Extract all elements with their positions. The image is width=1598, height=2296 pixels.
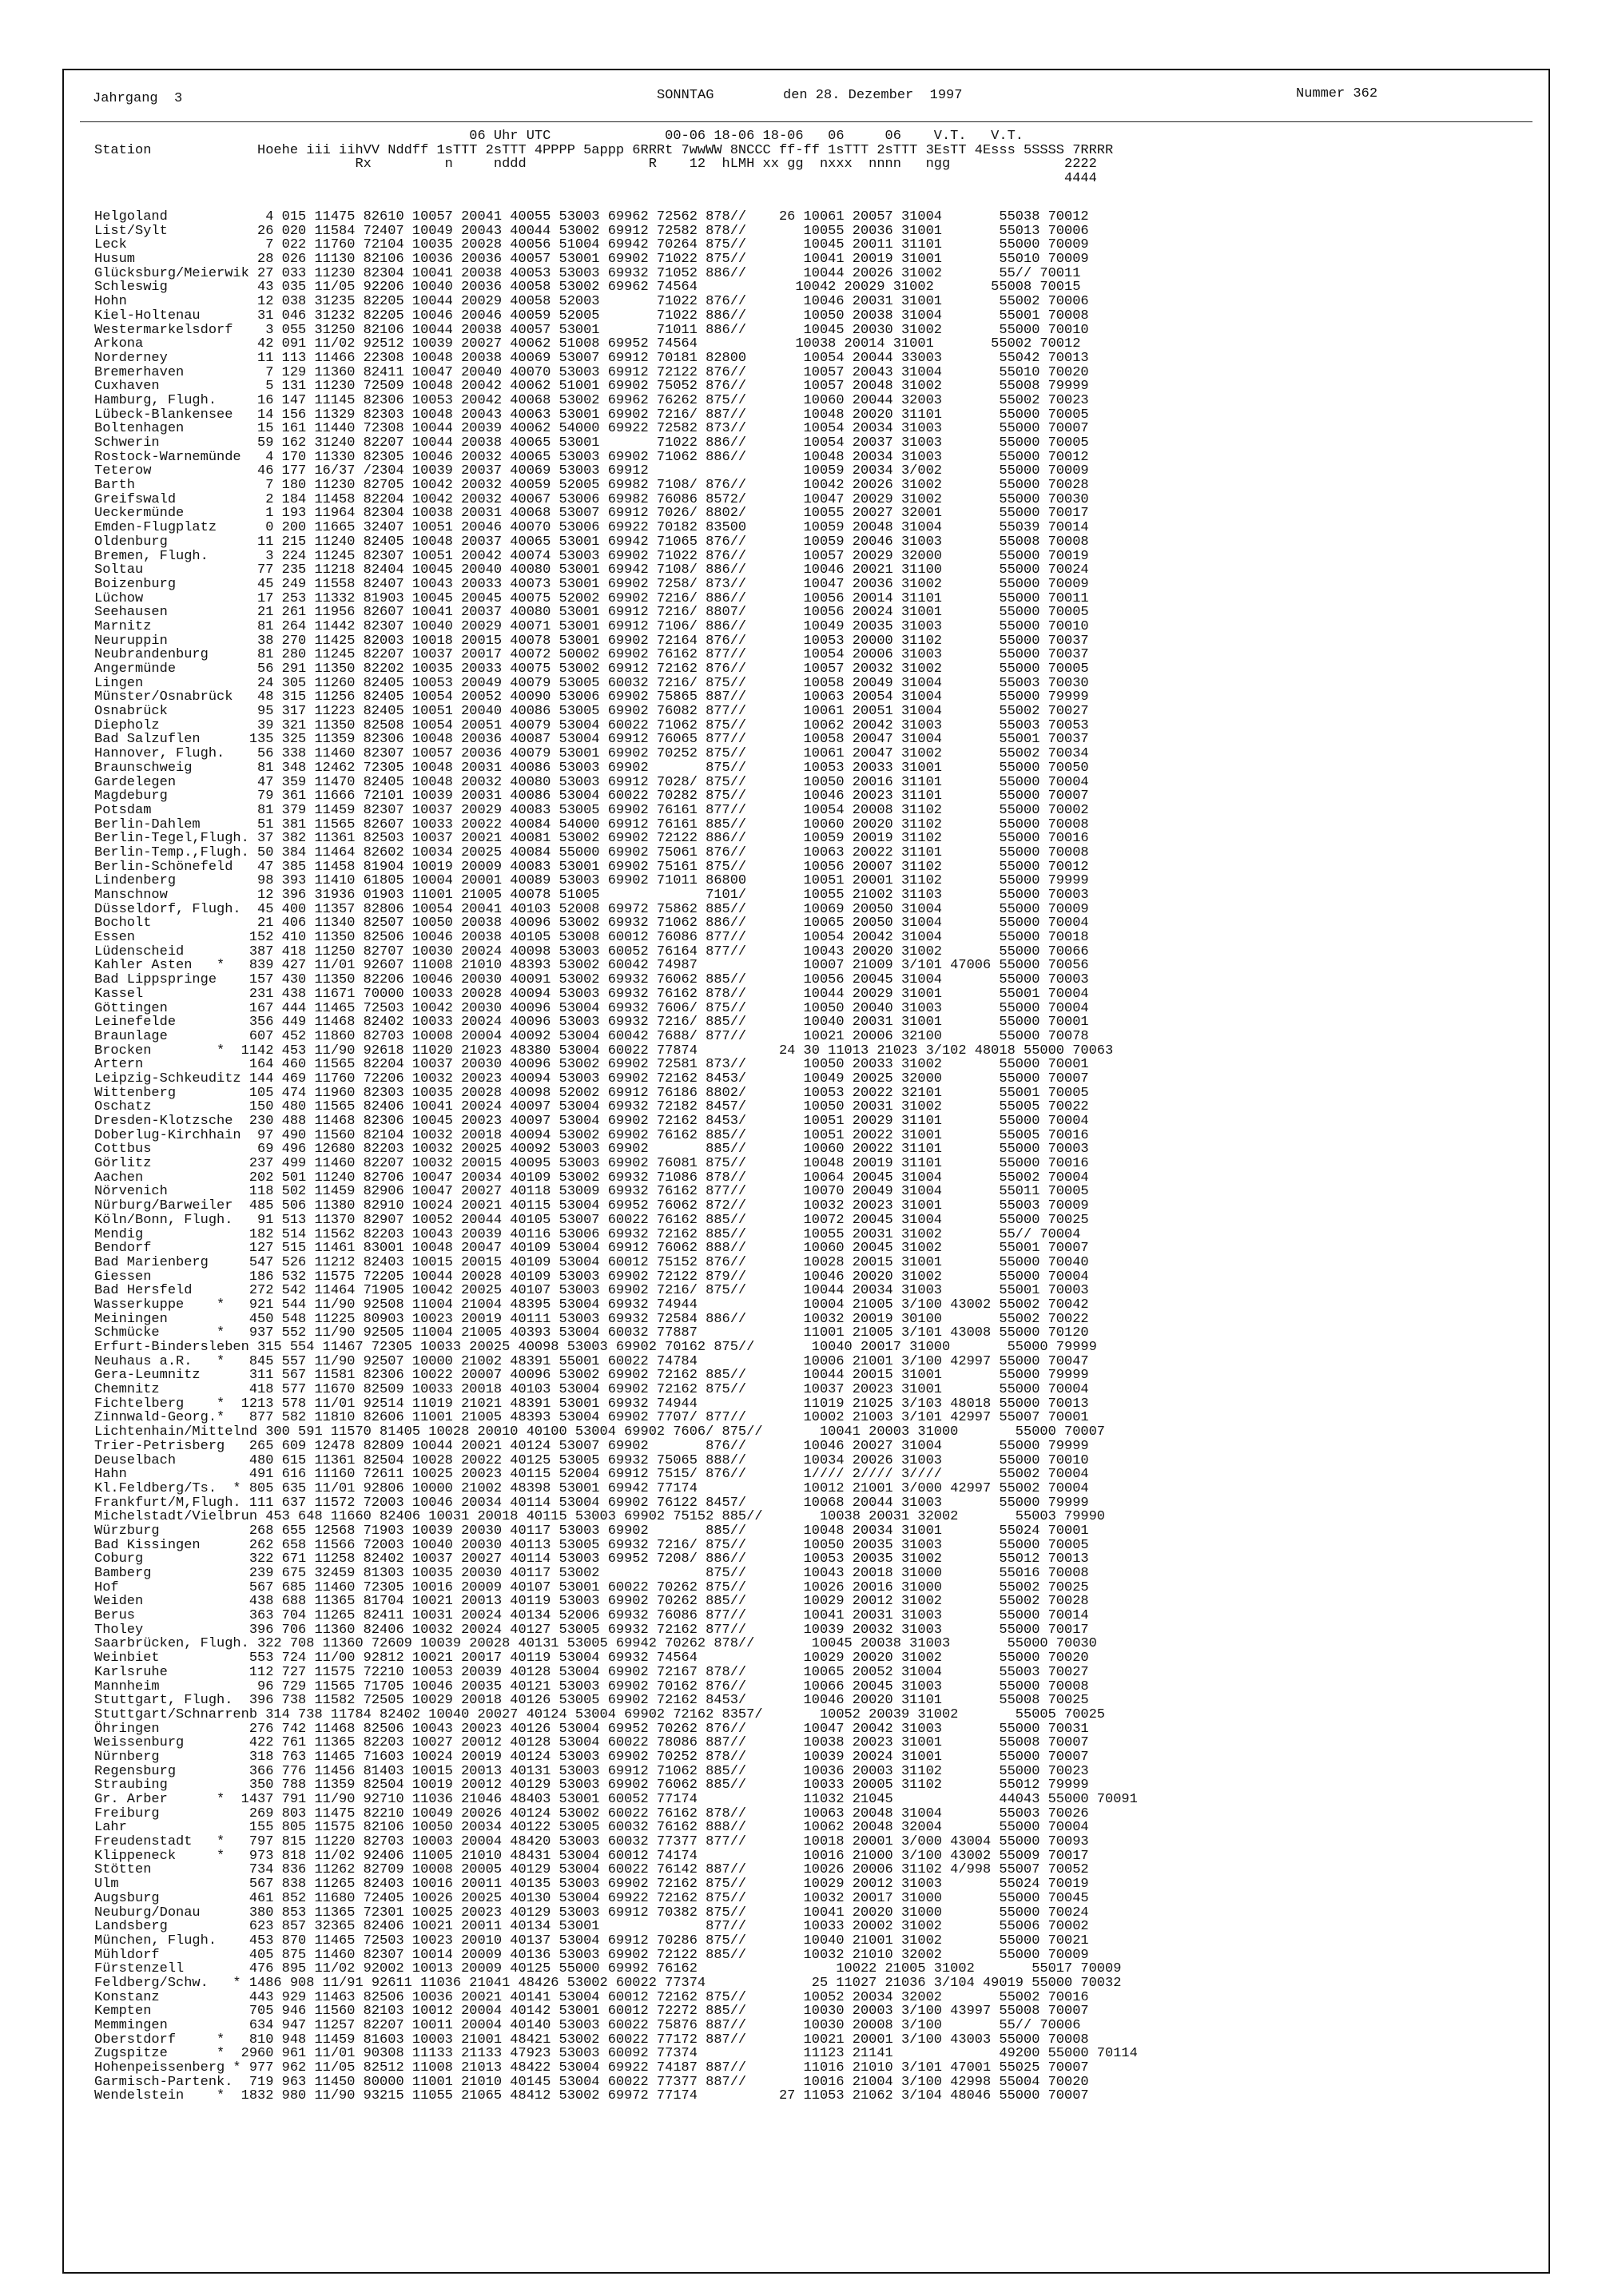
station-row: Bad Salzuflen 135 325 11359 82306 10048 20036 40087 53004 69912 76065 877// 10058 20047 31004 55001 70037 bbox=[94, 732, 1089, 748]
station-row: Berlin-Dahlem 51 381 11565 82607 10033 20022 40084 54000 69912 76161 885// 10060 20020 31102 55000 70008 bbox=[94, 816, 1089, 832]
column-header bbox=[94, 129, 1113, 186]
station-row: Zinnwald-Georg.* 877 582 11810 82606 11001 21005 48393 53004 69902 7707/ 877// 10002 21003 3/101 42997 55007 70001 bbox=[94, 1410, 1089, 1426]
station-row: Aachen 202 501 11240 82706 10047 20034 40109 53002 69932 71086 878// 10064 20045 31004 55002 70004 bbox=[94, 1170, 1089, 1186]
station-row: Bremerhaven 7 129 11360 82411 10047 20040 40070 53003 69912 72122 876// 10057 20043 31004 55010 70020 bbox=[94, 364, 1089, 380]
station-row: Osnabrück 95 317 11223 82405 10051 20040 40086 53005 69902 76082 877// 10061 20051 31004 55002 70027 bbox=[94, 704, 1089, 720]
column-header-line: Station Hoehe iii iihVV Nddff 1sTTT 2sTTT 4PPPP 5appp 6RRRt 7wwWW 8NCCC ff-ff 1sTTT 2sTTT 3EsTT 4Esss 5SSSS 7RRRR bbox=[94, 142, 1114, 158]
station-row: Lahr 155 805 11575 82106 10050 20034 40122 53005 60032 76162 888// 10062 20048 32004 55000 70004 bbox=[94, 1820, 1089, 1836]
station-row: Freiburg 269 803 11475 82210 10049 20026 40124 53002 60022 76162 878// 10063 20048 31004 55003 70026 bbox=[94, 1805, 1089, 1821]
station-row: Mannheim 96 729 11565 71705 10046 20035 40121 53003 69902 70162 876// 10066 20045 31003 55000 70008 bbox=[94, 1678, 1089, 1694]
station-row: Essen 152 410 11350 82506 10046 20038 40105 53008 60012 76086 877// 10054 20042 31004 55000 70018 bbox=[94, 930, 1089, 946]
station-row: Husum 28 026 11130 82106 10036 20036 40057 53001 69902 71022 875// 10041 20019 31001 55010 70009 bbox=[94, 252, 1089, 268]
station-row: Meiningen 450 548 11225 80903 10023 20019 40111 53003 69932 72584 886// 10032 20019 30100 55002 70022 bbox=[94, 1311, 1089, 1327]
station-row: Magdeburg 79 361 11666 72101 10039 20031 40086 53004 60022 70282 875// 10046 20023 31101 55000 70007 bbox=[94, 789, 1089, 804]
station-row: Hof 567 685 11460 72305 10016 20009 40107 53001 60022 70262 875// 10026 20016 31000 55002 70025 bbox=[94, 1579, 1089, 1595]
station-row: Memmingen 634 947 11257 82207 10011 20004 40140 53003 60022 75876 887// 10030 20008 3/100 55// 70006 bbox=[94, 2018, 1081, 2033]
station-row: Michelstadt/Vielbrun 453 648 11660 82406 10031 20018 40115 53003 69902 75152 885// 10038 20031 32002 55003 79990 bbox=[94, 1509, 1106, 1525]
station-row: Bad Hersfeld 272 542 11464 71905 10042 20025 40107 53003 69902 7216/ 875// 10044 20034 31003 55001 70003 bbox=[94, 1283, 1089, 1299]
station-row: Landsberg 623 857 32365 82406 10021 20011 40134 53001 877// 10033 20002 31002 55006 70002 bbox=[94, 1919, 1089, 1935]
data-sheet bbox=[62, 69, 1550, 2274]
station-row: Gr. Arber * 1437 791 11/90 92710 11036 21046 48403 53001 60052 77174 11032 21045 44043 55000 70091 bbox=[94, 1792, 1138, 1807]
station-row: Lingen 24 305 11260 82405 10053 20049 40079 53005 60032 7216/ 875// 10058 20049 31004 55003 70030 bbox=[94, 675, 1089, 691]
station-row: Berlin-Temp.,Flugh. 50 384 11464 82602 10034 20025 40084 55000 69902 75061 876// 10063 20022 31101 55000 70008 bbox=[94, 844, 1089, 860]
station-row: Erfurt-Bindersleben 315 554 11467 72305 10033 20025 40098 53003 69902 70162 875// 10040 20017 31000 55000 79999 bbox=[94, 1340, 1097, 1355]
station-row: Weinbiet 553 724 11/00 92812 10021 20017 40119 53004 69932 74564 10029 20020 31002 55000 70020 bbox=[94, 1650, 1089, 1666]
station-row: Deuselbach 480 615 11361 82504 10028 20022 40125 53005 69932 75065 888// 10034 20026 31003 55000 70010 bbox=[94, 1452, 1089, 1468]
station-row: Diepholz 39 321 11350 82508 10054 20051 40079 53004 60022 71062 875// 10062 20042 31003 55003 70053 bbox=[94, 717, 1089, 733]
station-row: Oldenburg 11 215 11240 82405 10048 20037 40065 53001 69942 71065 876// 10059 20046 31003 55008 70008 bbox=[94, 534, 1089, 550]
station-row: Schmücke * 937 552 11/90 92505 11004 21005 40393 53004 60032 77887 11001 21005 3/101 43008 55000 70120 bbox=[94, 1325, 1089, 1341]
station-row: Cottbus 69 496 12680 82203 10032 20025 40092 53003 69902 885// 10060 20022 31101 55000 70003 bbox=[94, 1142, 1089, 1158]
station-row: Bad Lippspringe 157 430 11350 82206 10046 20030 40091 53002 69932 76062 885// 10056 20045 31004 55000 70003 bbox=[94, 972, 1089, 988]
station-row: Nörvenich 118 502 11459 82906 10047 20027 40118 53009 69932 76162 877// 10070 20049 31004 55011 70005 bbox=[94, 1184, 1089, 1200]
station-row: Bad Kissingen 262 658 11566 72003 10040 20030 40113 53005 69932 7216/ 875// 10050 20035 31003 55000 70005 bbox=[94, 1537, 1089, 1553]
station-row: Stuttgart/Schnarrenb 314 738 11784 82402 10040 20027 40124 53004 69902 72162 8357/ 10052 20039 31002 55005 70025 bbox=[94, 1706, 1106, 1722]
station-row: Klippeneck * 973 818 11/02 92406 11005 21010 48431 53004 60012 74174 10016 21000 3/100 43002 55009 70017 bbox=[94, 1848, 1089, 1864]
station-row: Greifswald 2 184 11458 82204 10042 20032 40067 53006 69982 76086 8572/ 10047 20029 31002 55000 70030 bbox=[94, 491, 1089, 507]
station-row: Göttingen 167 444 11465 72503 10042 20030 40096 53004 69932 7606/ 875// 10050 20040 31003 55000 70004 bbox=[94, 1000, 1089, 1016]
station-row: Rostock-Warnemünde 4 170 11330 82305 10046 20032 40065 53003 69902 71062 886// 10048 20034 31003 55000 70012 bbox=[94, 449, 1089, 465]
station-table bbox=[94, 210, 1138, 2103]
station-row: Ueckermünde 1 193 11964 82304 10038 20031 40068 53007 69912 7026/ 8802/ 10055 20027 32001 55000 70017 bbox=[94, 506, 1089, 522]
station-row: Cuxhaven 5 131 11230 72509 10048 20042 40062 51001 69902 75052 876// 10057 20048 31002 55008 79999 bbox=[94, 379, 1089, 395]
station-row: Braunschweig 81 348 12462 72305 10048 20031 40086 53003 69902 875// 10053 20033 31001 55000 70050 bbox=[94, 760, 1089, 776]
issue-number: Nummer 362 bbox=[1296, 86, 1378, 101]
station-row: Teterow 46 177 16/37 /2304 10039 20037 40069 53003 69912 10059 20034 3/002 55000 70009 bbox=[94, 463, 1089, 479]
station-row: Oschatz 150 480 11565 82406 10041 20024 40097 53004 69932 72182 8457/ 10050 20031 31002 55005 70022 bbox=[94, 1099, 1089, 1115]
station-row: Neubrandenburg 81 280 11245 82207 10037 20017 40072 50002 69902 76162 877// 10054 20006 31003 55000 70037 bbox=[94, 647, 1089, 663]
column-header-line: Rx n nddd R 12 hLMH xx gg nxxx nnnn ngg 2222 bbox=[94, 157, 1097, 173]
station-row: Hamburg, Flugh. 16 147 11145 82306 10053 20042 40068 53002 69962 76262 875// 10060 20044 32003 55002 70023 bbox=[94, 392, 1089, 408]
station-row: Wasserkuppe * 921 544 11/90 92508 11004 21004 48395 53004 69932 74944 10004 21005 3/100 43002 55002 70042 bbox=[94, 1297, 1089, 1313]
station-row: Tholey 396 706 11360 82406 10032 20024 40127 53005 69932 72162 877// 10039 20032 31003 55000 70017 bbox=[94, 1622, 1089, 1638]
station-row: Bremen, Flugh. 3 224 11245 82307 10051 20042 40074 53003 69902 71022 876// 10057 20029 32000 55000 70019 bbox=[94, 548, 1089, 564]
station-row: Soltau 77 235 11218 82404 10045 20040 40080 53001 69942 7108/ 886// 10046 20021 31100 55000 70024 bbox=[94, 562, 1089, 578]
header-rule bbox=[80, 121, 1532, 122]
station-row: Konstanz 443 929 11463 82506 10036 20021 40141 53004 60012 72162 875// 10052 20034 32002 55002 70016 bbox=[94, 1989, 1089, 2005]
station-row: Chemnitz 418 577 11670 82509 10033 20018 40103 53004 69902 72162 875// 10037 20023 31001 55000 70004 bbox=[94, 1382, 1089, 1398]
station-row: Wendelstein * 1832 980 11/90 93215 11055 21065 48412 53002 69972 77174 27 11053 21062 3/104 48046 55000 70007 bbox=[94, 2088, 1089, 2104]
station-row: Berus 363 704 11265 82411 10031 20024 40134 52006 69932 76086 877// 10041 20031 31003 55000 70014 bbox=[94, 1608, 1089, 1624]
station-row: Lüchow 17 253 11332 81903 10045 20045 40075 52002 69902 7216/ 886// 10056 20014 31101 55000 70011 bbox=[94, 590, 1089, 606]
station-row: Bocholt 21 406 11340 82507 10050 20038 40096 53002 69932 71062 886// 10065 20050 31004 55000 70004 bbox=[94, 916, 1089, 932]
column-header-line: 06 Uhr UTC 00-06 18-06 18-06 06 06 V.T. V.T. bbox=[94, 129, 1024, 144]
station-row: Fichtelberg * 1213 578 11/01 92514 11019 21021 48391 53001 69932 74944 11019 21025 3/103 48018 55000 70013 bbox=[94, 1396, 1089, 1412]
date-label: den 28. Dezember 1997 bbox=[783, 88, 963, 103]
station-row: Stuttgart, Flugh. 396 738 11582 72505 10029 20018 40126 53005 69902 72162 8453/ 10046 20020 31101 55008 70025 bbox=[94, 1693, 1089, 1709]
station-row: Emden-Flugplatz 0 200 11665 32407 10051 20046 40070 53006 69922 70182 83500 10059 20048 31004 55039 70014 bbox=[94, 520, 1089, 536]
weekday-label: SONNTAG bbox=[657, 88, 714, 103]
station-row: Braunlage 607 452 11860 82703 10008 20004 40092 53004 60042 7688/ 877// 10021 20006 32100 55000 70078 bbox=[94, 1028, 1089, 1044]
station-row: Karlsruhe 112 727 11575 72210 10053 20039 40128 53004 69902 72167 878// 10065 20052 31004 55003 70027 bbox=[94, 1664, 1089, 1680]
station-row: Stötten 734 836 11262 82709 10008 20005 40129 53004 60022 76142 887// 10026 20006 31102 4/998 55007 70052 bbox=[94, 1862, 1089, 1878]
column-header-line: 4444 bbox=[94, 171, 1097, 187]
station-row: Weiden 438 688 11365 81704 10021 20013 40119 53003 69902 70262 885// 10029 20012 31002 55002 70028 bbox=[94, 1594, 1089, 1610]
station-row: Lindenberg 98 393 11410 61805 10004 20001 40089 53003 69902 71011 86800 10051 20001 31102 55000 79999 bbox=[94, 873, 1089, 889]
station-row: Oberstdorf * 810 948 11459 81603 10003 21001 48421 53002 60022 77172 887// 10021 20001 3/100 43003 55000 70008 bbox=[94, 2032, 1089, 2048]
station-row: Hannover, Flugh. 56 338 11460 82307 10057 20036 40079 53001 69902 70252 875// 10061 20047 31002 55002 70034 bbox=[94, 746, 1089, 762]
station-row: Arkona 42 091 11/02 92512 10039 20027 40062 51008 69952 74564 10038 20014 31001 55002 70012 bbox=[94, 336, 1081, 352]
station-row: Lüdenscheid 387 418 11250 82707 10030 20024 40098 53003 60052 76164 877// 10043 20020 31002 55000 70066 bbox=[94, 943, 1089, 959]
station-row: Garmisch-Partenk. 719 963 11450 80000 11001 21010 40145 53004 60022 77377 887// 10016 21004 3/100 42998 55004 70020 bbox=[94, 2074, 1089, 2090]
station-row: Lichtenhain/Mittelnd 300 591 11570 81405 10028 20010 40100 53004 69902 7606/ 875// 10041 20003 31000 55000 70007 bbox=[94, 1424, 1106, 1440]
station-row: Augsburg 461 852 11680 72405 10026 20025 40130 53004 69922 72162 875// 10032 20017 31000 55000 70045 bbox=[94, 1890, 1089, 1906]
station-row: Bendorf 127 515 11461 83001 10048 20047 40109 53004 69912 76062 888// 10060 20045 31002 55001 70007 bbox=[94, 1241, 1089, 1257]
station-row: Wittenberg 105 474 11960 82303 10035 20028 40098 52002 69912 76186 8802/ 10053 20022 32101 55001 70005 bbox=[94, 1085, 1089, 1101]
station-row: Öhringen 276 742 11468 82506 10043 20023 40126 53004 69952 70262 876// 10047 20042 31003 55000 70031 bbox=[94, 1721, 1089, 1737]
station-row: Coburg 322 671 11258 82402 10037 20027 40114 53003 69952 7208/ 886// 10053 20035 31002 55012 70013 bbox=[94, 1551, 1089, 1567]
station-row: Münster/Osnabrück 48 315 11256 82405 10054 20052 40090 53006 69902 75865 887// 10063 20054 31004 55000 79999 bbox=[94, 689, 1089, 705]
station-row: Seehausen 21 261 11956 82607 10041 20037 40080 53001 69912 7216/ 8807/ 10056 20024 31001 55000 70005 bbox=[94, 605, 1089, 621]
station-row: Mühldorf 405 875 11460 82307 10014 20009 40136 53003 69902 72122 885// 10032 21010 32002 55000 70009 bbox=[94, 1947, 1089, 1963]
station-row: Manschnow 12 396 31936 01903 11001 21005 40078 51005 7101/ 10055 21002 31103 55000 70003 bbox=[94, 888, 1089, 903]
station-row: Leinefelde 356 449 11468 82402 10033 20024 40096 53003 69932 7216/ 885// 10040 20031 31001 55000 70001 bbox=[94, 1015, 1089, 1031]
station-row: Gardelegen 47 359 11470 82405 10048 20032 40080 53003 69912 7028/ 875// 10050 20016 31101 55000 70004 bbox=[94, 774, 1089, 790]
station-row: Artern 164 460 11565 82204 10037 20030 40096 53002 69902 72581 873// 10050 20033 31002 55000 70001 bbox=[94, 1057, 1089, 1073]
station-row: Frankfurt/M,Flugh. 111 637 11572 72003 10046 20034 40114 53004 69902 76122 8457/ 10068 20044 31003 55000 79999 bbox=[94, 1495, 1089, 1511]
station-row: Berlin-Tegel,Flugh. 37 382 11361 82503 10037 20021 40081 53002 69902 72122 886// 10059 20019 31102 55000 70016 bbox=[94, 831, 1089, 847]
station-row: Brocken * 1142 453 11/90 92618 11020 21023 48380 53004 60022 77874 24 30 11013 21023 3/102 48018 55000 70063 bbox=[94, 1043, 1114, 1059]
station-row: Boltenhagen 15 161 11440 72308 10044 20039 40062 54000 69922 72582 873// 10054 20034 31003 55000 70007 bbox=[94, 421, 1089, 437]
station-row: Trier-Petrisberg 265 609 12478 82809 10044 20021 40124 53007 69902 876// 10046 20027 31004 55000 79999 bbox=[94, 1438, 1089, 1454]
station-row: Lübeck-Blankensee 14 156 11329 82303 10048 20043 40063 53001 69902 7216/ 887// 10048 20020 31101 55000 70005 bbox=[94, 407, 1089, 423]
station-row: Kempten 705 946 11560 82103 10012 20004 40142 53001 60012 72272 885// 10030 20003 3/100 43997 55008 70007 bbox=[94, 2004, 1089, 2020]
station-row: Boizenburg 45 249 11558 82407 10043 20033 40073 53001 69902 7258/ 873// 10047 20036 31002 55000 70009 bbox=[94, 576, 1089, 592]
station-row: Hahn 491 616 11160 72611 10025 20023 40115 52004 69912 7515/ 876// 1//// 2//// 3//// 55002 70004 bbox=[94, 1467, 1089, 1483]
station-row: Marnitz 81 264 11442 82307 10040 20029 40071 53001 69912 7106/ 886// 10049 20035 31003 55000 70010 bbox=[94, 618, 1089, 634]
station-row: München, Flugh. 453 870 11465 72503 10023 20010 40137 53004 69912 70286 875// 10040 21001 31002 55000 70021 bbox=[94, 1933, 1089, 1948]
station-row: Nürburg/Barweiler 485 506 11380 82910 10024 20021 40115 53004 69952 76062 872// 10032 20023 31001 55003 70009 bbox=[94, 1198, 1089, 1214]
station-row: Kl.Feldberg/Ts. * 805 635 11/01 92806 10000 21002 48398 53001 69942 77174 10012 21001 3/000 42997 55002 70004 bbox=[94, 1480, 1089, 1496]
station-row: Neuburg/Donau 380 853 11365 72301 10025 20023 40129 53003 69912 70382 875// 10041 20020 31000 55000 70024 bbox=[94, 1905, 1089, 1921]
station-row: Schwerin 59 162 31240 82207 10044 20038 40065 53001 71022 886// 10054 20037 31003 55000 70005 bbox=[94, 435, 1089, 451]
station-row: Feldberg/Schw. * 1486 908 11/91 92611 11036 21041 48426 53002 60022 77374 25 11027 21036 3/104 49019 55000 70032 bbox=[94, 1975, 1122, 1991]
station-row: Helgoland 4 015 11475 82610 10057 20041 40055 53003 69962 72562 878// 26 10061 20057 31004 55038 70012 bbox=[94, 209, 1089, 224]
station-row: Glücksburg/Meierwik 27 033 11230 82304 10041 20038 40053 53003 69932 71052 886// 10044 20026 31002 55// 70011 bbox=[94, 265, 1081, 281]
station-row: Dresden-Klotzsche 230 488 11468 82306 10045 20023 40097 53004 69902 72162 8453/ 10051 20029 31101 55000 70004 bbox=[94, 1114, 1089, 1129]
station-row: Würzburg 268 655 12568 71903 10039 20030 40117 53003 69902 885// 10048 20034 31001 55024 70001 bbox=[94, 1523, 1089, 1539]
station-row: Köln/Bonn, Flugh. 91 513 11370 82907 10052 20044 40105 53007 60022 76162 885// 10072 20045 31004 55000 70025 bbox=[94, 1212, 1089, 1228]
station-row: Schleswig 43 035 11/05 92206 10040 20036 40058 53002 69962 74564 10042 20029 31002 55008 70015 bbox=[94, 280, 1081, 296]
station-row: Barth 7 180 11230 82705 10042 20032 40059 52005 69982 7108/ 876// 10042 20026 31002 55000 70028 bbox=[94, 478, 1089, 494]
station-row: List/Sylt 26 020 11584 72407 10049 20043 40044 53002 69912 72582 878// 10055 20036 31001 55013 70006 bbox=[94, 223, 1089, 239]
station-row: Giessen 186 532 11575 72205 10044 20028 40109 53003 69902 72122 879// 10046 20020 31002 55000 70004 bbox=[94, 1269, 1089, 1285]
station-row: Hohn 12 038 31235 82205 10044 20029 40058 52003 71022 876// 10046 20031 31001 55002 70006 bbox=[94, 294, 1089, 310]
station-row: Mendig 182 514 11562 82203 10043 20039 40116 53006 69932 72162 885// 10055 20031 31002 55// 70004 bbox=[94, 1226, 1081, 1242]
jahrgang-label: Jahrgang 3 bbox=[93, 91, 183, 106]
station-row: Angermünde 56 291 11350 82202 10035 20033 40075 53002 69912 72162 876// 10057 20032 31002 55000 70005 bbox=[94, 661, 1089, 677]
station-row: Potsdam 81 379 11459 82307 10037 20029 40083 53005 69902 76161 877// 10054 20008 31102 55000 70002 bbox=[94, 802, 1089, 818]
station-row: Freudenstadt * 797 815 11220 82703 10003 20004 48420 53003 60032 77377 877// 10018 20001 3/000 43004 55000 70093 bbox=[94, 1834, 1089, 1850]
station-row: Neuruppin 38 270 11425 82003 10018 20015 40078 53001 69902 72164 876// 10053 20000 31102 55000 70037 bbox=[94, 633, 1089, 649]
station-row: Regensburg 366 776 11456 81403 10015 20013 40131 53003 69912 71062 885// 10036 20003 31102 55000 70023 bbox=[94, 1763, 1089, 1779]
station-row: Westermarkelsdorf 3 055 31250 82106 10044 20038 40057 53001 71011 886// 10045 20030 31002 55000 70010 bbox=[94, 322, 1089, 338]
station-row: Bamberg 239 675 32459 81303 10035 20030 40117 53002 875// 10043 20018 31000 55016 70008 bbox=[94, 1566, 1089, 1581]
station-row: Bad Marienberg 547 526 11212 82403 10015 20015 40109 53004 60012 75152 876// 10028 20015 31001 55000 70040 bbox=[94, 1254, 1089, 1270]
station-row: Norderney 11 113 11466 22308 10048 20038 40069 53007 69912 70181 82800 10054 20044 33003 55042 70013 bbox=[94, 350, 1089, 366]
station-row: Nürnberg 318 763 11465 71603 10024 20019 40124 53003 69902 70252 878// 10039 20024 31001 55000 70007 bbox=[94, 1749, 1089, 1765]
station-row: Düsseldorf, Flugh. 45 400 11357 82806 10054 20041 40103 52008 69972 75862 885// 10069 20050 31004 55000 70009 bbox=[94, 901, 1089, 917]
station-row: Kiel-Holtenau 31 046 31232 82205 10046 20046 40059 52005 71022 886// 10050 20038 31004 55001 70008 bbox=[94, 308, 1089, 324]
station-row: Leck 7 022 11760 72104 10035 20028 40056 51004 69942 70264 875// 10045 20011 31101 55000 70009 bbox=[94, 237, 1089, 253]
station-row: Fürstenzell 476 895 11/02 92002 10013 20009 40125 55000 69992 76162 10022 21005 31002 55017 70009 bbox=[94, 1961, 1122, 1977]
station-row: Saarbrücken, Flugh. 322 708 11360 72609 10039 20028 40131 53005 69942 70262 878// 10045 20038 31003 55000 70030 bbox=[94, 1636, 1097, 1652]
station-row: Gera-Leumnitz 311 567 11581 82306 10022 20007 40096 53002 69902 72162 885// 10044 20015 31001 55000 79999 bbox=[94, 1368, 1089, 1384]
station-row: Straubing 350 788 11359 82504 10019 20012 40129 53003 69902 76062 885// 10033 20005 31102 55012 79999 bbox=[94, 1778, 1089, 1794]
station-row: Neuhaus a.R. * 845 557 11/90 92507 10000 21002 48391 55001 60022 74784 10006 21001 3/100 42997 55000 70047 bbox=[94, 1353, 1089, 1369]
station-row: Doberlug-Kirchhain 97 490 11560 82104 10032 20018 40094 53002 69902 76162 885// 10051 20022 31001 55005 70016 bbox=[94, 1127, 1089, 1143]
station-row: Kassel 231 438 11671 70000 10033 20028 40094 53003 69932 76162 878// 10044 20029 31001 55001 70004 bbox=[94, 986, 1089, 1002]
station-row: Leipzig-Schkeuditz 144 469 11760 72206 10032 20023 40094 53003 69902 72162 8453/ 10049 20025 32000 55000 70007 bbox=[94, 1071, 1089, 1086]
station-row: Görlitz 237 499 11460 82207 10032 20015 40095 53003 69902 76081 875// 10048 20019 31101 55000 70016 bbox=[94, 1156, 1089, 1172]
station-row: Zugspitze * 2960 961 11/01 90308 11133 21133 47923 53003 60092 77374 11123 21141 49200 55000 70114 bbox=[94, 2046, 1138, 2062]
station-row: Berlin-Schönefeld 47 385 11458 81904 10019 20009 40083 53001 69902 75161 875// 10056 20007 31102 55000 70012 bbox=[94, 859, 1089, 875]
station-row: Kahler Asten * 839 427 11/01 92607 11008 21010 48393 53002 60042 74987 10007 21009 3/101 47006 55000 70056 bbox=[94, 958, 1089, 974]
station-row: Ulm 567 838 11265 82403 10016 20011 40135 53003 69902 72162 875// 10029 20012 31003 55024 70019 bbox=[94, 1877, 1089, 1893]
station-row: Hohenpeissenberg * 977 962 11/05 82512 11008 21013 48422 53004 69922 74187 887// 11016 21010 3/101 47001 55025 70007 bbox=[94, 2060, 1089, 2076]
station-row: Weissenburg 422 761 11365 82203 10027 20012 40128 53004 60022 78086 887// 10038 20023 31001 55008 70007 bbox=[94, 1735, 1089, 1751]
